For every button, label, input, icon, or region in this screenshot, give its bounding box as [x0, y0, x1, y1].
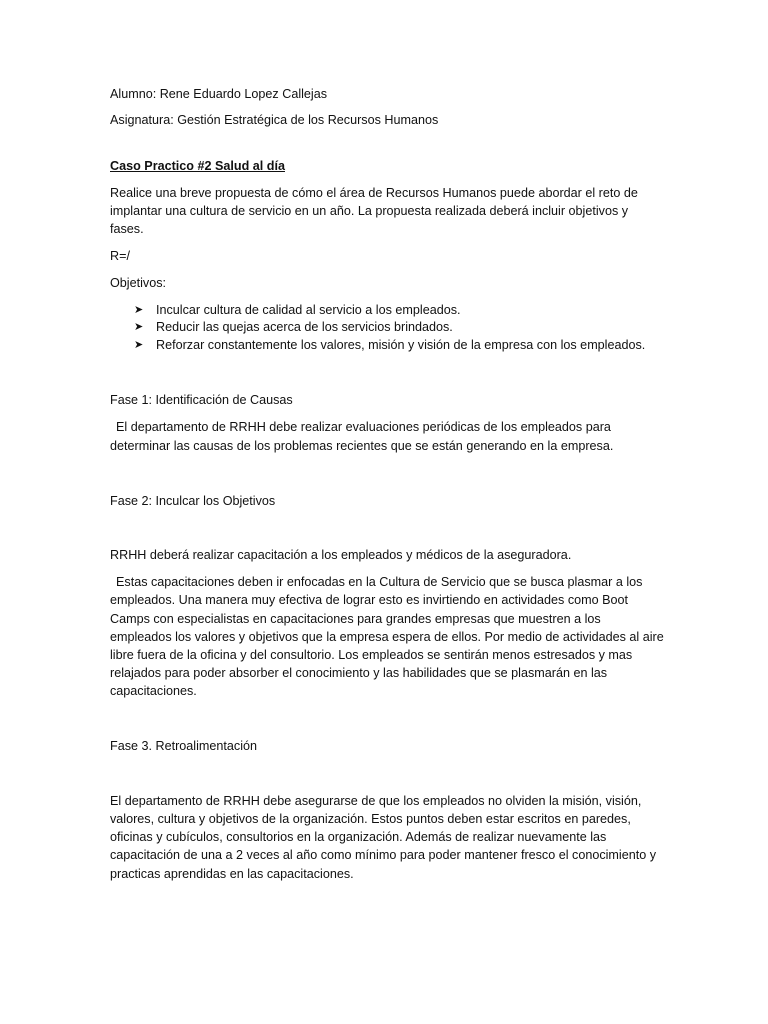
phase2-title: Fase 2: Inculcar los Objetivos: [110, 493, 276, 508]
phase3-body: El departamento de RRHH debe asegurarse de que los empleados no olviden la misión, visión, valores, cultura y objetivos de la organización. Estos puntos deben estar escritos en paredes, oficinas y cubículos, consultorios en la organización. Además de realizar nuevamente las capacitación de una a 2 veces al año como mínimo para poder mantener fresco el conocimiento y practicas aprendidas en las capacitaciones.: [110, 793, 657, 881]
list-item: [134, 319, 665, 337]
case-prompt: Realice una breve propuesta de cómo el área de Recursos Humanos puede abordar el reto de implantar una cultura de servicio en un año. La propuesta realizada deberá incluir objetivos y fases.: [110, 185, 638, 237]
list-item: [134, 337, 665, 355]
arrowhead-bullet-icon: ➤: [134, 321, 144, 334]
answer-mark: R=/: [110, 249, 130, 264]
phase2-body: [110, 573, 665, 700]
phase2-intro: RRHH deberá realizar capacitación a los empleados y médicos de la aseguradora.: [110, 547, 572, 562]
phase1-body-text: El departamento de RRHH debe realizar evaluaciones periódicas de los empleados para determinar las causas de los problemas recientes que se están generando en la empresa.: [110, 420, 614, 453]
objectives-label: Objetivos:: [110, 276, 166, 291]
phase1-body: [110, 418, 665, 454]
phase1-title: Fase 1: Identificación de Causas: [110, 393, 293, 408]
list-item: [134, 302, 665, 320]
arrowhead-bullet-icon: ➤: [134, 338, 144, 351]
student-name: Alumno: Rene Eduardo Lopez Callejas: [110, 87, 328, 101]
phase2-body-text: Estas capacitaciones deben ir enfocadas en la Cultura de Servicio que se busca plasmar a los empleados. Una manera muy efectiva de lograr esto es invirtiendo en actividades como Boot Camps con especialistas en capacitaciones para grandes empresas que muestren a los empleados los valores y objetivos que la empresa espera de ellos. Por medio de actividades al aire libre fuera de la oficina y del consultorio. Los empleados se sentirán menos estresados y mas relajados para poder absorber el conocimiento y las habilidades que se plasmarán en las capacitaciones.: [110, 575, 664, 699]
subject-name: Asignatura: Gestión Estratégica de los Recursos Humanos: [110, 113, 439, 128]
case-title: Caso Practico #2 Salud al día: [110, 159, 285, 174]
objectives-list: [110, 302, 665, 355]
document-content: [110, 85, 665, 883]
objective-text: Reducir las quejas acerca de los servicios brindados.: [156, 320, 453, 335]
objective-text: Inculcar cultura de calidad al servicio a los empleados.: [156, 302, 461, 317]
phase3-title: Fase 3. Retroalimentación: [110, 738, 257, 753]
arrowhead-bullet-icon: ➤: [134, 303, 144, 316]
objective-text: Reforzar constantemente los valores, misión y visión de la empresa con los empleados.: [156, 337, 646, 352]
